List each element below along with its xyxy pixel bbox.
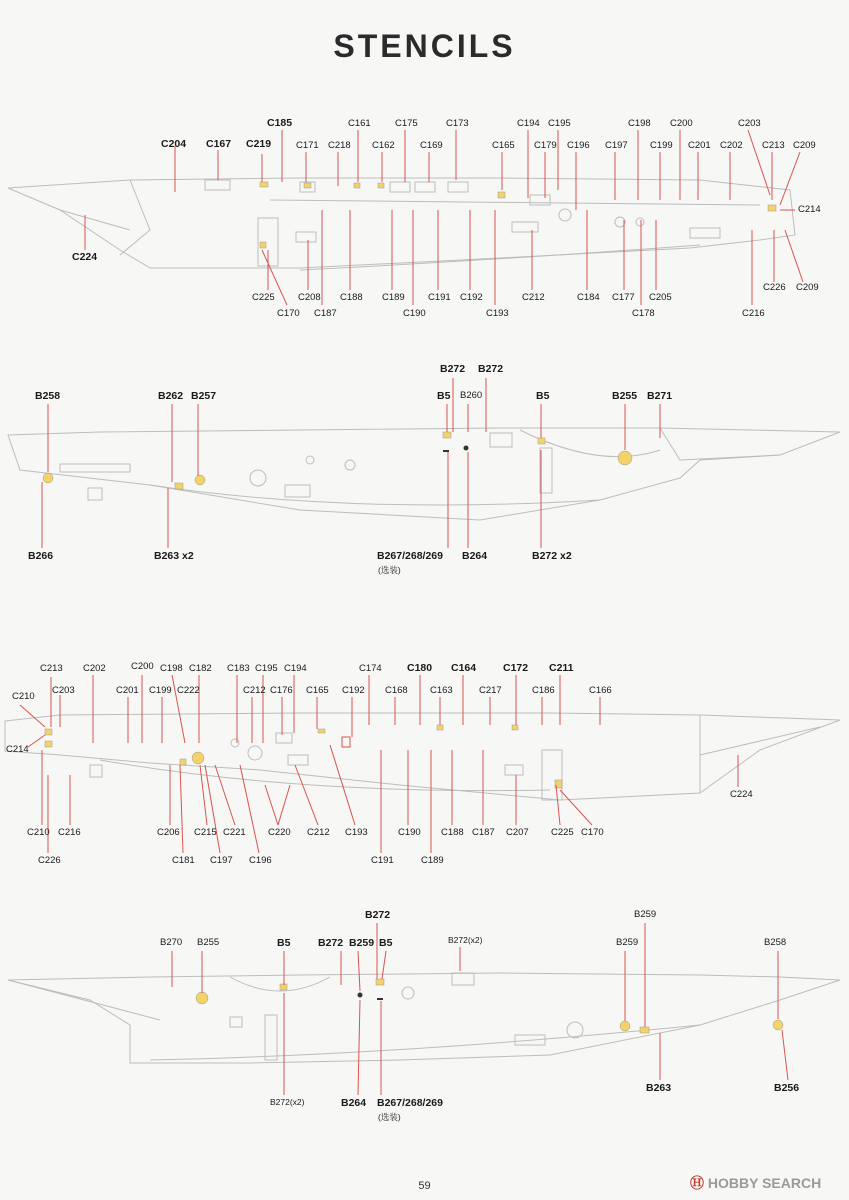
stencil-label: C174 — [359, 663, 382, 674]
stencil-label: B255 — [612, 390, 638, 402]
stencil-label: B257 — [191, 390, 217, 402]
stencil-label: C216 — [58, 827, 81, 838]
stencil-label: C225 — [551, 827, 574, 838]
stencil-label: C200 — [131, 661, 154, 672]
stencil-label: B271 — [647, 390, 673, 402]
stencil-label: C162 — [372, 140, 395, 151]
stencil-label: C206 — [157, 827, 180, 838]
stencil-label: C190 — [403, 308, 426, 319]
stencil-label: C184 — [577, 292, 600, 303]
stencil-label: C220 — [268, 827, 291, 838]
stencil-label: C190 — [398, 827, 421, 838]
stencil-label: B263 — [646, 1082, 672, 1094]
stencil-label: C171 — [296, 140, 319, 151]
page-number: 59 — [418, 1180, 431, 1192]
stencil-label: C182 — [189, 663, 212, 674]
watermark-text: HOBBY SEARCH — [707, 1175, 822, 1191]
stencil-label: C199 — [650, 140, 673, 151]
page-title: STENCILS — [333, 28, 516, 64]
stencil-label: B255 — [197, 937, 220, 948]
stencil-label: C197 — [605, 140, 628, 151]
stencil-label: C191 — [371, 855, 394, 866]
stencil-label: C165 — [492, 140, 515, 151]
stencil-label: C194 — [517, 118, 540, 129]
stencil-label: C196 — [567, 140, 590, 151]
stencil-label: B5 — [536, 390, 550, 402]
stencil-label: C170 — [581, 827, 604, 838]
stencil-label: B5 — [437, 390, 451, 402]
stencil-label: C169 — [420, 140, 443, 151]
stencil-label: B272 — [440, 363, 466, 375]
stencil-label: C202 — [720, 140, 743, 151]
stencil-label: C212 — [522, 292, 545, 303]
stencil-label: C201 — [116, 685, 139, 696]
stencil-label: C215 — [194, 827, 217, 838]
stencil-label: C213 — [762, 140, 785, 151]
stencil-label: C192 — [460, 292, 483, 303]
stencil-label: C187 — [472, 827, 495, 838]
stencil-label: C188 — [340, 292, 363, 303]
stencil-label: C203 — [738, 118, 761, 129]
stencil-label: C161 — [348, 118, 371, 129]
stencil-label: C191 — [428, 292, 451, 303]
stencil-panel-3 — [0, 655, 849, 875]
stencil-label: C180 — [407, 662, 433, 674]
stencil-label: C208 — [298, 292, 321, 303]
stencil-label: C209 — [793, 140, 816, 151]
stencil-label: C214 — [798, 204, 821, 215]
stencil-label: C187 — [314, 308, 337, 319]
stencil-label: C188 — [441, 827, 464, 838]
stencil-label: C172 — [503, 662, 529, 674]
stencil-label: C214 — [6, 744, 29, 755]
stencil-label: C173 — [446, 118, 469, 129]
stencil-label: B256 — [774, 1082, 800, 1094]
stencil-label: C183 — [227, 663, 250, 674]
stencil-label: C167 — [206, 138, 232, 150]
stencil-label: C198 — [628, 118, 651, 129]
stencil-panel-4 — [0, 905, 849, 1125]
stencil-label: C202 — [83, 663, 106, 674]
stencil-label: B272 — [318, 937, 344, 949]
aircraft-side-view-4 — [0, 905, 849, 1125]
stencil-label: B5 — [277, 937, 291, 949]
stencil-label: B264 — [462, 550, 488, 562]
stencil-label: C175 — [395, 118, 418, 129]
watermark — [690, 1173, 821, 1193]
stencil-label: C213 — [40, 663, 63, 674]
stencil-label: C176 — [270, 685, 293, 696]
stencil-label: B267/268/269 — [377, 1097, 443, 1109]
stencil-label: C226 — [763, 282, 786, 293]
stencil-label: C207 — [506, 827, 529, 838]
stencil-label: B258 — [764, 937, 787, 948]
stencil-label: (选装) — [378, 565, 401, 575]
stencil-label: C179 — [534, 140, 557, 151]
stencil-label: B260 — [460, 390, 483, 401]
stencil-label: C185 — [267, 117, 293, 129]
stencil-label: C194 — [284, 663, 307, 674]
stencil-label: C193 — [486, 308, 509, 319]
stencil-label: B259 — [349, 937, 375, 949]
stencil-label: B272 x2 — [532, 550, 572, 562]
aircraft-side-view-2 — [0, 360, 849, 580]
stencil-label: C212 — [243, 685, 266, 696]
stencil-label: C181 — [172, 855, 195, 866]
stencil-label: C226 — [38, 855, 61, 866]
stencil-label: C197 — [210, 855, 233, 866]
stencil-label: B272 — [365, 909, 391, 921]
stencil-label: C170 — [277, 308, 300, 319]
stencil-label: C178 — [632, 308, 655, 319]
stencil-label: C193 — [345, 827, 368, 838]
stencil-label: C210 — [27, 827, 50, 838]
stencil-label: C192 — [342, 685, 365, 696]
stencil-label: C201 — [688, 140, 711, 151]
stencil-label: C216 — [742, 308, 765, 319]
stencil-label: B264 — [341, 1097, 367, 1109]
stencil-label: C225 — [252, 292, 275, 303]
stencil-label: C195 — [255, 663, 278, 674]
stencil-label: B259 — [616, 937, 639, 948]
stencil-label: C224 — [72, 251, 98, 263]
stencil-label: B259 — [634, 909, 657, 920]
stencil-label: C209 — [796, 282, 819, 293]
stencil-label: C211 — [549, 662, 574, 674]
stencil-label: C218 — [328, 140, 351, 151]
stencil-label: C195 — [548, 118, 571, 129]
stencil-panel-2 — [0, 360, 849, 580]
stencil-label: C168 — [385, 685, 408, 696]
stencil-label: B263 x2 — [154, 550, 194, 562]
stencil-label: C212 — [307, 827, 330, 838]
stencil-label: C163 — [430, 685, 453, 696]
stencil-label: C204 — [161, 138, 187, 150]
stencil-label: B258 — [35, 390, 61, 402]
stencil-label: C222 — [177, 685, 200, 696]
stencil-label: (选装) — [378, 1112, 401, 1122]
stencil-label: B270 — [160, 937, 183, 948]
stencil-label: B272(x2) — [448, 935, 483, 945]
stencil-label: C219 — [246, 138, 272, 150]
stencil-label: C189 — [382, 292, 405, 303]
stencil-label: C196 — [249, 855, 272, 866]
stencil-label: C165 — [306, 685, 329, 696]
stencil-label: B267/268/269 — [377, 550, 443, 562]
hobby-search-logo-icon: Ⓗ — [690, 1175, 708, 1191]
stencil-label: C210 — [12, 691, 35, 702]
stencil-label: B266 — [28, 550, 54, 562]
stencil-label: C203 — [52, 685, 75, 696]
stencil-panel-1 — [0, 110, 849, 330]
stencil-label: C221 — [223, 827, 246, 838]
stencil-label: B5 — [379, 937, 393, 949]
stencil-label: C164 — [451, 662, 477, 674]
stencil-label: C205 — [649, 292, 672, 303]
stencil-label: C177 — [612, 292, 635, 303]
stencil-label: C217 — [479, 685, 502, 696]
stencil-label: C200 — [670, 118, 693, 129]
stencil-label: C189 — [421, 855, 444, 866]
stencil-label: C166 — [589, 685, 612, 696]
stencil-label: C198 — [160, 663, 183, 674]
stencil-label: B262 — [158, 390, 184, 402]
stencil-label: C186 — [532, 685, 555, 696]
stencil-label: B272(x2) — [270, 1097, 305, 1107]
stencil-label: C224 — [730, 789, 753, 800]
stencil-label: C199 — [149, 685, 172, 696]
stencil-label: B272 — [478, 363, 504, 375]
